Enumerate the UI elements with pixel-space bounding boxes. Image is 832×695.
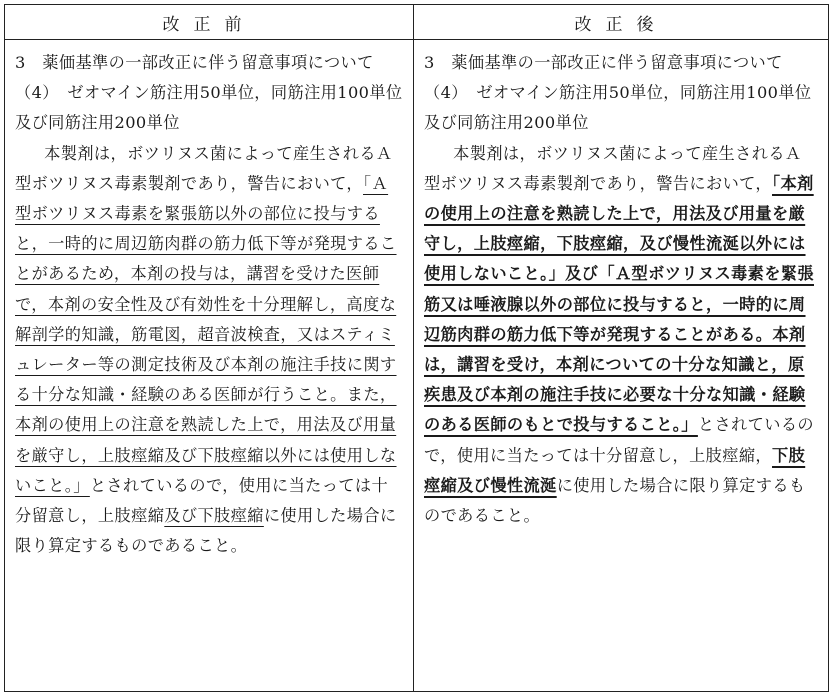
- after-limb-bold: 下肢痙縮及び慢性流涎: [424, 445, 806, 495]
- header-row: [5, 5, 829, 40]
- before-warning-underlined: 「Ａ型ボツリヌス毒素を緊張筋以外の部位に投与すると，一時的に周辺筋肉群の筋力低下等が発現することがあるため，本剤の投与は，講習を受けた医師で，本剤の安全性及び有効性を十分理解し，高度な解剖学的知識，筋電図，超音波検査，又はスティミュレーター等の測定技術及び本剤の施注手技に関する十分な知識・経験のある医師が行うこと。また，本剤の使用上の注意を熟読した上で，用法及び用量を厳守し，上肢痙縮及び下肢痙縮以外には使用しないこと。」: [15, 173, 397, 495]
- before-body-mid: とされているので，使用に当たっては十分留意し，上肢痙縮: [15, 475, 389, 526]
- before-body: [15, 139, 403, 562]
- after-column: [414, 40, 829, 692]
- revision-comparison-table: [4, 4, 829, 692]
- content-row: [5, 40, 829, 692]
- after-item: （4） ゼオマイン筋注用50単位，同筋注用100単位及び同筋注用200単位: [424, 83, 812, 133]
- before-item: （4） ゼオマイン筋注用50単位，同筋注用100単位及び同筋注用200単位: [15, 83, 403, 133]
- before-body-end: に使用した場合に限り算定するものであること。: [15, 506, 397, 556]
- after-heading: 3 薬価基準の一部改正に伴う留意事項について: [424, 53, 783, 72]
- before-column: [5, 40, 414, 692]
- after-body-intro: 本製剤は，ボツリヌス菌によって産生されるＡ型ボツリヌス毒素製剤であり，警告において，: [424, 143, 802, 193]
- before-heading: 3 薬価基準の一部改正に伴う留意事項について: [15, 53, 374, 72]
- header-before: 改正前: [5, 5, 414, 40]
- after-warning-bold: 「本剤の使用上の注意を熟読した上で，用法及び用量を厳守し，上肢痙縮，下肢痙縮，及び慢性流涎以外には使用しないこと。」及び「Ａ型ボツリヌス毒素を緊張筋又は唾液腺以外の部位に投与すると，一時的に周辺筋肉群の筋力低下等が発現することがある。本剤は，講習を受け，本剤についての十分な知識と，原疾患及び本剤の施注手技に必要な十分な知識・経験のある医師のもとで投与すること。」: [424, 173, 814, 435]
- before-body-intro: 本製剤は，ボツリヌス菌によって産生されるＡ型ボツリヌス毒素製剤であり，警告において，: [15, 143, 393, 193]
- header-after: 改正後: [414, 5, 829, 40]
- after-body-mid: とされているので，使用に当たっては十分留意し，上肢痙縮，: [424, 415, 815, 465]
- after-body-end: に使用した場合に限り算定するものであること。: [424, 475, 806, 526]
- after-body: [424, 139, 818, 532]
- before-limb-underlined: 及び下肢痙縮: [164, 506, 264, 526]
